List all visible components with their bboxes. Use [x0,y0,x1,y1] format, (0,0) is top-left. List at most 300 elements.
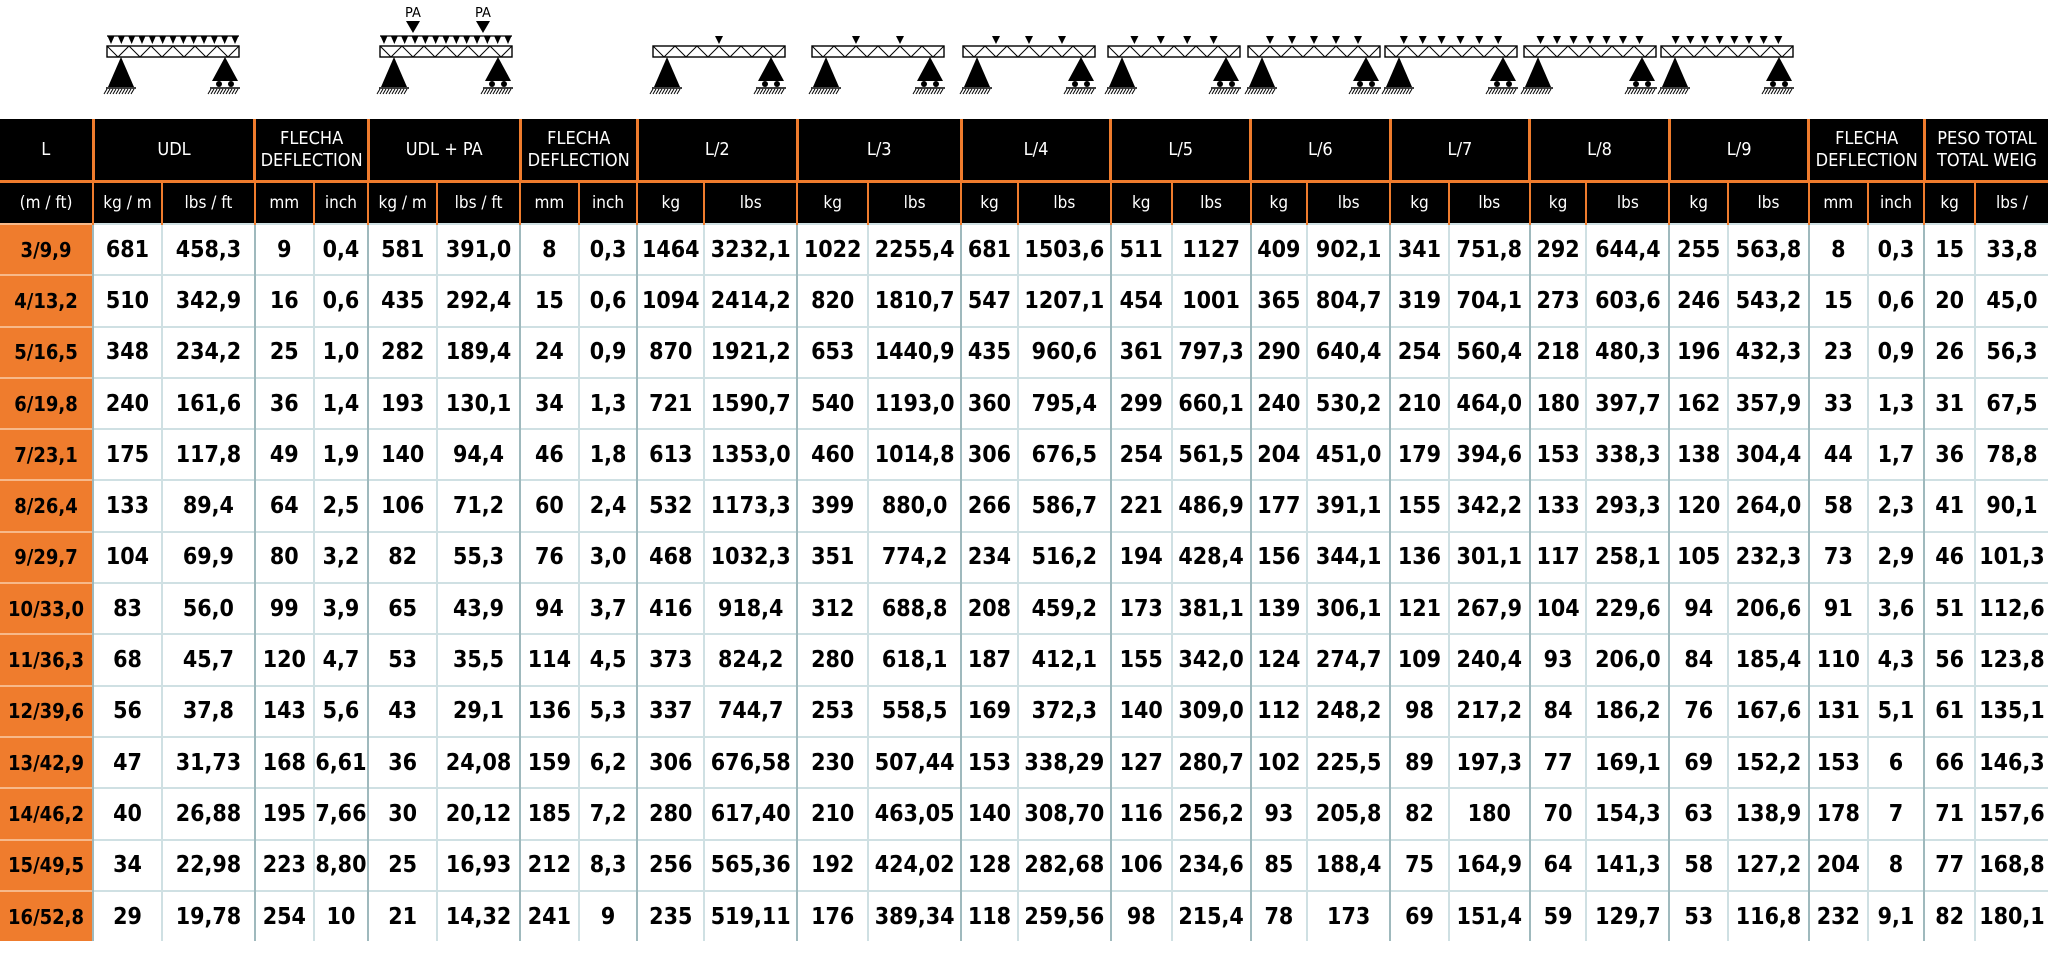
table-cell: 2,4 [579,480,638,531]
table-cell: 389,34 [868,891,961,941]
table-cell: 507,44 [868,737,961,788]
table-cell: 460 [797,429,868,480]
table-cell: 241 [520,891,579,941]
table-cell: 204 [1251,429,1308,480]
table-cell: 293,3 [1586,480,1669,531]
table-cell: 306 [961,429,1018,480]
beam-diagram-3 [650,36,786,94]
table-row [0,737,2048,788]
table-cell: 880,0 [868,480,961,531]
table-cell: 78 [1251,891,1308,941]
table-cell: 159 [520,737,579,788]
table-cell: 206,6 [1728,583,1809,634]
table-cell: 480,3 [1586,327,1669,378]
table-cell: 45,7 [162,634,255,685]
table-cell: 351 [797,532,868,583]
table-cell: 530,2 [1307,378,1390,429]
pin-support-icon [650,57,682,94]
header-unit: kg [1924,182,1975,225]
table-cell: 2414,2 [704,275,797,326]
table-cell: 397,7 [1586,378,1669,429]
table-cell: 164,9 [1449,840,1530,891]
row-length: 13/42,9 [0,737,93,788]
table-cell: 357,9 [1728,378,1809,429]
table-cell: 256,2 [1172,788,1251,839]
table-cell: 266 [961,480,1018,531]
row-length: 8/26,4 [0,480,93,531]
table-cell: 0,6 [314,275,369,326]
table-cell: 36 [255,378,314,429]
table-cell: 1014,8 [868,429,961,480]
header-unit: kg / m [93,182,162,225]
table-cell: 463,05 [868,788,961,839]
header-unit: lbs / ft [437,182,520,225]
load-case-diagrams [0,0,2048,115]
header-unit: inch [314,182,369,225]
roller-support-icon [208,57,240,94]
table-cell: 9 [255,224,314,275]
point-load-icon [475,6,491,33]
table-cell: 85 [1251,840,1308,891]
table-row [0,686,2048,737]
table-cell: 511 [1111,224,1172,275]
table-cell: 82 [1390,788,1449,839]
table-cell: 71,2 [437,480,520,531]
table-cell: 77 [1530,737,1587,788]
table-cell: 117,8 [162,429,255,480]
table-cell: 196 [1669,327,1728,378]
table-cell: 565,36 [704,840,797,891]
table-cell: 140 [1111,686,1172,737]
table-cell: 26,88 [162,788,255,839]
table-cell: 8 [1868,840,1925,891]
table-cell: 168 [255,737,314,788]
table-cell: 135,1 [1975,686,2048,737]
table-cell: 53 [1669,891,1728,941]
table-cell: 106 [1111,840,1172,891]
table-cell: 51 [1924,583,1975,634]
pin-support-icon [1521,57,1553,94]
table-cell: 140 [961,788,1018,839]
table-cell: 124 [1251,634,1308,685]
table-cell: 1,3 [579,378,638,429]
header-unit: mm [520,182,579,225]
header-group-line1: UDL [157,138,191,160]
table-cell: 1022 [797,224,868,275]
table-cell: 2,3 [1868,480,1925,531]
table-cell: 8 [1809,224,1868,275]
table-cell: 6,2 [579,737,638,788]
table-cell: 206,0 [1586,634,1669,685]
table-cell: 94 [1669,583,1728,634]
pin-support-icon [377,57,409,94]
table-cell: 130,1 [437,378,520,429]
pin-support-icon [1105,57,1137,94]
header-group-line1: FLECHA [280,127,344,149]
header-unit: inch [1868,182,1925,225]
table-cell: 0,6 [579,275,638,326]
table-cell: 157,6 [1975,788,2048,839]
table-cell: 94 [520,583,579,634]
table-cell: 6,61 [314,737,369,788]
table-cell: 451,0 [1307,429,1390,480]
table-cell: 902,1 [1307,224,1390,275]
table-cell: 1590,7 [704,378,797,429]
table-cell: 246 [1669,275,1728,326]
load-table [0,119,2048,941]
table-cell: 7,66 [314,788,369,839]
table-cell: 308,70 [1018,788,1111,839]
table-cell: 193 [368,378,437,429]
table-cell: 155 [1111,634,1172,685]
table-cell: 9,1 [1868,891,1925,941]
table-cell: 82 [1924,891,1975,941]
table-cell: 435 [961,327,1018,378]
row-length: 6/19,8 [0,378,93,429]
row-length: 12/39,6 [0,686,93,737]
table-cell: 36 [1924,429,1975,480]
beam-diagram-8 [1382,36,1518,94]
table-cell: 342,2 [1449,480,1530,531]
table-cell: 681 [961,224,1018,275]
table-row [0,583,2048,634]
table-cell: 33 [1809,378,1868,429]
table-cell: 34 [520,378,579,429]
table-cell: 0,3 [1868,224,1925,275]
table-cell: 16 [255,275,314,326]
table-cell: 218 [1530,327,1587,378]
table-cell: 5,6 [314,686,369,737]
table-cell: 20,12 [437,788,520,839]
row-length: 11/36,3 [0,634,93,685]
table-cell: 192 [797,840,868,891]
table-cell: 304,4 [1728,429,1809,480]
table-cell: 98 [1390,686,1449,737]
table-cell: 676,5 [1018,429,1111,480]
table-cell: 547 [961,275,1018,326]
table-cell: 338,29 [1018,737,1111,788]
table-cell: 25 [255,327,314,378]
table-cell: 151,4 [1449,891,1530,941]
table-cell: 348 [93,327,162,378]
header-unit: kg [1530,182,1587,225]
table-cell: 76 [520,532,579,583]
table-cell: 225,5 [1307,737,1390,788]
table-cell: 138 [1669,429,1728,480]
table-cell: 282,68 [1018,840,1111,891]
table-cell: 282 [368,327,437,378]
table-cell: 20 [1924,275,1975,326]
table-cell: 409 [1251,224,1308,275]
table-cell: 75 [1390,840,1449,891]
table-cell: 519,11 [704,891,797,941]
table-cell: 254 [255,891,314,941]
header-length: L [0,119,93,182]
table-cell: 292,4 [437,275,520,326]
table-cell: 274,7 [1307,634,1390,685]
table-cell: 99 [255,583,314,634]
table-cell: 162 [1669,378,1728,429]
header-group-9 [1390,119,1530,182]
table-cell: 217,2 [1449,686,1530,737]
table-cell: 169,1 [1586,737,1669,788]
table-row [0,327,2048,378]
table-cell: 101,3 [1975,532,2048,583]
pin-support-icon [1658,57,1690,94]
beam-diagram-6 [1105,36,1241,94]
roller-support-icon [1486,57,1518,94]
table-cell: 9 [579,891,638,941]
table-cell: 105 [1669,532,1728,583]
table-cell: 188,4 [1307,840,1390,891]
table-cell: 280 [797,634,868,685]
table-cell: 104 [1530,583,1587,634]
roller-support-icon [1349,57,1381,94]
header-unit: lbs [1172,182,1251,225]
table-cell: 391,0 [437,224,520,275]
header-unit: lbs [868,182,961,225]
header-unit: inch [579,182,638,225]
table-cell: 341 [1390,224,1449,275]
table-cell: 186,2 [1586,686,1669,737]
beam-diagram-2 [377,6,513,94]
table-cell: 256 [637,840,704,891]
point-loads-icon [1672,36,1783,44]
table-cell: 120 [1669,480,1728,531]
table-cell: 120 [255,634,314,685]
table-cell: 234,6 [1172,840,1251,891]
header-group-line2: DEFLECTION [260,149,363,171]
table-cell: 824,2 [704,634,797,685]
table-cell: 8,80 [314,840,369,891]
table-cell: 797,3 [1172,327,1251,378]
table-cell: 2255,4 [868,224,961,275]
table-cell: 89 [1390,737,1449,788]
header-group-line1: L/9 [1726,138,1752,160]
table-cell: 229,6 [1586,583,1669,634]
beam-diagram-4 [809,36,945,94]
table-cell: 41 [1924,480,1975,531]
table-cell: 1353,0 [704,429,797,480]
header-group-line1: UDL + PA [405,138,483,160]
table-cell: 644,4 [1586,224,1669,275]
table-cell: 66 [1924,737,1975,788]
table-cell: 205,8 [1307,788,1390,839]
table-cell: 37,8 [162,686,255,737]
table-cell: 131 [1809,686,1868,737]
header-group-11 [1669,119,1809,182]
table-cell: 344,1 [1307,532,1390,583]
table-cell: 232,3 [1728,532,1809,583]
table-cell: 468 [637,532,704,583]
table-cell: 254 [1390,327,1449,378]
header-group-5 [797,119,961,182]
table-cell: 751,8 [1449,224,1530,275]
table-cell: 391,1 [1307,480,1390,531]
table-cell: 373 [637,634,704,685]
pin-support-icon [960,57,992,94]
table-cell: 381,1 [1172,583,1251,634]
table-cell: 76 [1669,686,1728,737]
point-loads-icon [992,36,1066,44]
table-cell: 532 [637,480,704,531]
header-group-6 [961,119,1111,182]
table-cell: 613 [637,429,704,480]
table-cell: 399 [797,480,868,531]
table-cell: 3,6 [1868,583,1925,634]
table-cell: 1127 [1172,224,1251,275]
table-cell: 58 [1809,480,1868,531]
table-cell: 104 [93,532,162,583]
table-row [0,429,2048,480]
row-length: 16/52,8 [0,891,93,941]
point-loads-icon [1266,36,1362,44]
table-cell: 168,8 [1975,840,2048,891]
header-group-8 [1251,119,1391,182]
table-cell: 8 [520,224,579,275]
table-cell: 180,1 [1975,891,2048,941]
table-row [0,840,2048,891]
beam-diagram-5 [960,36,1096,94]
table-cell: 98 [1111,891,1172,941]
header-group-4 [637,119,797,182]
point-loads-icon [1537,36,1644,44]
table-cell: 208 [961,583,1018,634]
header-group-line1: L/7 [1447,138,1473,160]
table-cell: 240 [1251,378,1308,429]
table-cell: 141,3 [1586,840,1669,891]
table-cell: 91 [1809,583,1868,634]
table-cell: 804,7 [1307,275,1390,326]
table-cell: 342,9 [162,275,255,326]
table-cell: 40 [93,788,162,839]
point-loads-icon [1400,36,1502,44]
table-cell: 44 [1809,429,1868,480]
table-cell: 83 [93,583,162,634]
table-row [0,891,2048,941]
table-cell: 253 [797,686,868,737]
table-cell: 153 [961,737,1018,788]
header-group-line1: FLECHA [547,127,611,149]
table-cell: 133 [93,480,162,531]
header-group-line1: FLECHA [1835,127,1899,149]
table-cell: 116 [1111,788,1172,839]
table-cell: 116,8 [1728,891,1809,941]
table-cell: 3232,1 [704,224,797,275]
table-cell: 15 [520,275,579,326]
table-cell: 63 [1669,788,1728,839]
table-row [0,224,2048,275]
table-cell: 5,3 [579,686,638,737]
header-length-unit: (m / ft) [0,182,93,225]
table-cell: 516,2 [1018,532,1111,583]
beam-diagram-9 [1521,36,1657,94]
table-row [0,378,2048,429]
table-cell: 84 [1530,686,1587,737]
table-cell: 176 [797,891,868,941]
table-cell: 94,4 [437,429,520,480]
header-group-7 [1111,119,1251,182]
table-cell: 681 [93,224,162,275]
table-cell: 1,9 [314,429,369,480]
table-cell: 6 [1868,737,1925,788]
table-cell: 309,0 [1172,686,1251,737]
table-cell: 4,5 [579,634,638,685]
table-row [0,480,2048,531]
table-cell: 93 [1251,788,1308,839]
table-row [0,634,2048,685]
table-cell: 189,4 [437,327,520,378]
table-cell: 586,7 [1018,480,1111,531]
table-cell: 60 [520,480,579,531]
table-cell: 795,4 [1018,378,1111,429]
point-loads-icon [1130,36,1217,44]
table-cell: 454 [1111,275,1172,326]
table-cell: 102 [1251,737,1308,788]
table-cell: 167,6 [1728,686,1809,737]
table-cell: 372,3 [1018,686,1111,737]
table-cell: 127 [1111,737,1172,788]
table-cell: 558,5 [868,686,961,737]
table-cell: 56 [1924,634,1975,685]
row-length: 9/29,7 [0,532,93,583]
table-cell: 123,8 [1975,634,2048,685]
header-group-line1: L/2 [704,138,730,160]
table-cell: 1,8 [579,429,638,480]
table-cell: 560,4 [1449,327,1530,378]
table-cell: 114 [520,634,579,685]
header-unit: lbs / [1975,182,2048,225]
table-row [0,275,2048,326]
table-cell: 464,0 [1449,378,1530,429]
table-cell: 90,1 [1975,480,2048,531]
table-cell: 235 [637,891,704,941]
table-cell: 58 [1669,840,1728,891]
table-cell: 35,5 [437,634,520,685]
header-unit: kg [1669,182,1728,225]
table-cell: 653 [797,327,868,378]
row-length: 7/23,1 [0,429,93,480]
table-cell: 744,7 [704,686,797,737]
table-cell: 603,6 [1586,275,1669,326]
table-cell: 3,9 [314,583,369,634]
beam-diagram-1 [104,36,240,94]
table-cell: 73 [1809,532,1868,583]
table-cell: 136 [1390,532,1449,583]
row-length: 15/49,5 [0,840,93,891]
table-cell: 960,6 [1018,327,1111,378]
table-cell: 65 [368,583,437,634]
table-cell: 153 [1530,429,1587,480]
table-cell: 1,0 [314,327,369,378]
table-cell: 254 [1111,429,1172,480]
table-cell: 3,2 [314,532,369,583]
table-cell: 194 [1111,532,1172,583]
table-cell: 34 [93,840,162,891]
pin-support-icon [809,57,841,94]
table-cell: 10 [314,891,369,941]
table-cell: 154,3 [1586,788,1669,839]
table-cell: 53 [368,634,437,685]
table-cell: 1464 [637,224,704,275]
row-length: 5/16,5 [0,327,93,378]
table-cell: 416 [637,583,704,634]
roller-support-icon [481,57,513,94]
table-cell: 55,3 [437,532,520,583]
header-group-line2: TOTAL WEIG [1936,149,2037,171]
table-cell: 153 [1809,737,1868,788]
distributed-load-icon [380,36,512,44]
